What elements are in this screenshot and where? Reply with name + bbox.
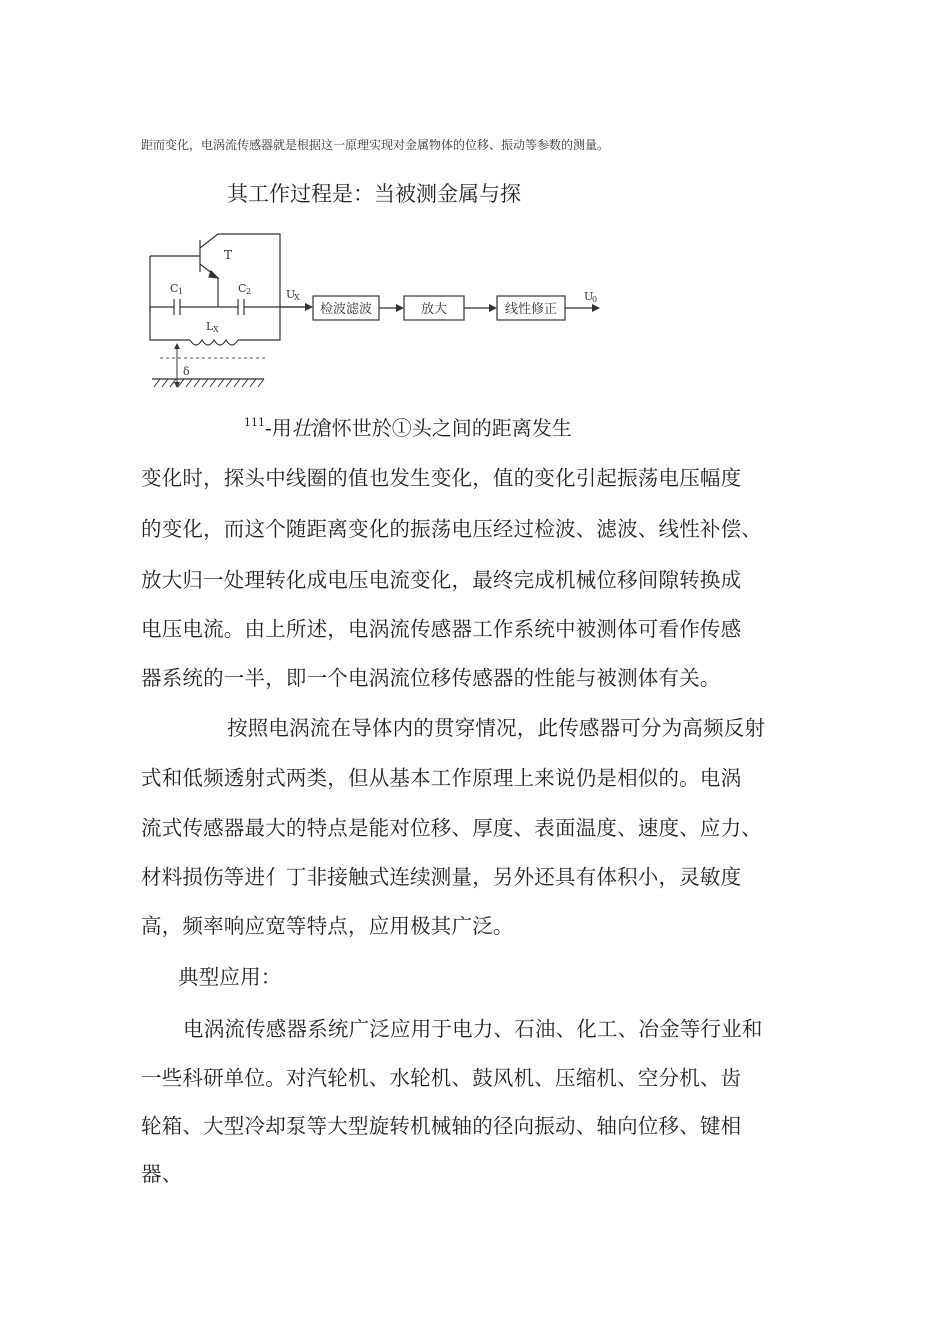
delta-label: δ	[183, 365, 190, 378]
c1-subscript: 1	[178, 287, 184, 296]
paragraph2-line: 材料损伤等进亻丁非接触式连续测量，另外还具有体积小，灵敏度	[141, 865, 742, 889]
ux-subscript: X	[294, 293, 300, 302]
paragraph1-line: 电压电流。由上所述，电涡流传感器工作系统中被测体可看作传感	[141, 617, 742, 641]
paragraph1-line: 变化时，探头中线圈的值也发生变化，值的变化引起振荡电压幅度	[141, 466, 742, 490]
lx-label: L	[206, 320, 214, 333]
paragraph1-line: 器系统的一半，即一个电涡流位移传感器的性能与被测体有关。	[141, 666, 721, 690]
paragraph2-line: 式和低频透射式两类，但从基本工作原理上来说仍是相似的。电涡	[141, 766, 742, 790]
paragraph3-first-line: 电涡流传感器系统广泛应用于电力、石油、化工、冶金等行业和	[183, 1017, 763, 1041]
uo-subscript: 0	[592, 295, 598, 304]
c2-label: C	[238, 282, 247, 295]
transistor-label: T	[224, 248, 233, 262]
paragraph2-first-line: 按照电涡流在导体内的贯穿情况，此传感器可分为高频反射	[227, 716, 766, 740]
section-heading: 其工作过程是：当被测金属与探	[227, 182, 521, 206]
c1-label: C	[170, 282, 179, 295]
top-note: 距而变化，电涡流传感器就是根据这一原理实现对金属物体的位移、振动等参数的测量。	[141, 138, 610, 152]
c2-subscript: 2	[246, 287, 252, 296]
caption-rest: 滄怀世於①头之间的距离发生	[311, 416, 572, 440]
paragraph3-line: 一些科研单位。对汽轮机、水轮机、鼓风机、压缩机、空分机、齿	[141, 1066, 742, 1090]
section-title: 典型应用：	[178, 965, 282, 989]
caption-text: -用	[265, 416, 292, 440]
block-detect-filter: 检波滤波	[319, 302, 373, 317]
ux-label: U	[286, 288, 296, 301]
block-amplify: 放大	[420, 302, 448, 317]
uo-label: U	[584, 290, 594, 303]
caption-superscript: 111	[244, 416, 265, 429]
block-linear-correct: 线性修正	[504, 302, 558, 317]
paragraph3-line: 器、	[141, 1162, 183, 1186]
paragraph2-line: 流式传感器最大的特点是能对位移、厚度、表面温度、速度、应力、	[141, 816, 762, 840]
paragraph2-line: 高，频率响应宽等特点，应用极其广泛。	[141, 914, 514, 938]
caption-italic: 壮	[291, 416, 312, 440]
paragraph1-line: 放大归一处理转化成电压电流变化，最终完成机械位移间隙转换成	[141, 568, 742, 592]
figure-caption	[244, 412, 572, 441]
circuit-diagram	[140, 222, 610, 402]
paragraph1-line: 的变化，而这个随距离变化的振荡电压经过检波、滤波、线性补偿、	[141, 517, 762, 541]
paragraph3-line: 轮箱、大型冷却泵等大型旋转机械轴的径向振动、轴向位移、键相	[141, 1114, 742, 1138]
lx-subscript: X	[213, 325, 219, 334]
